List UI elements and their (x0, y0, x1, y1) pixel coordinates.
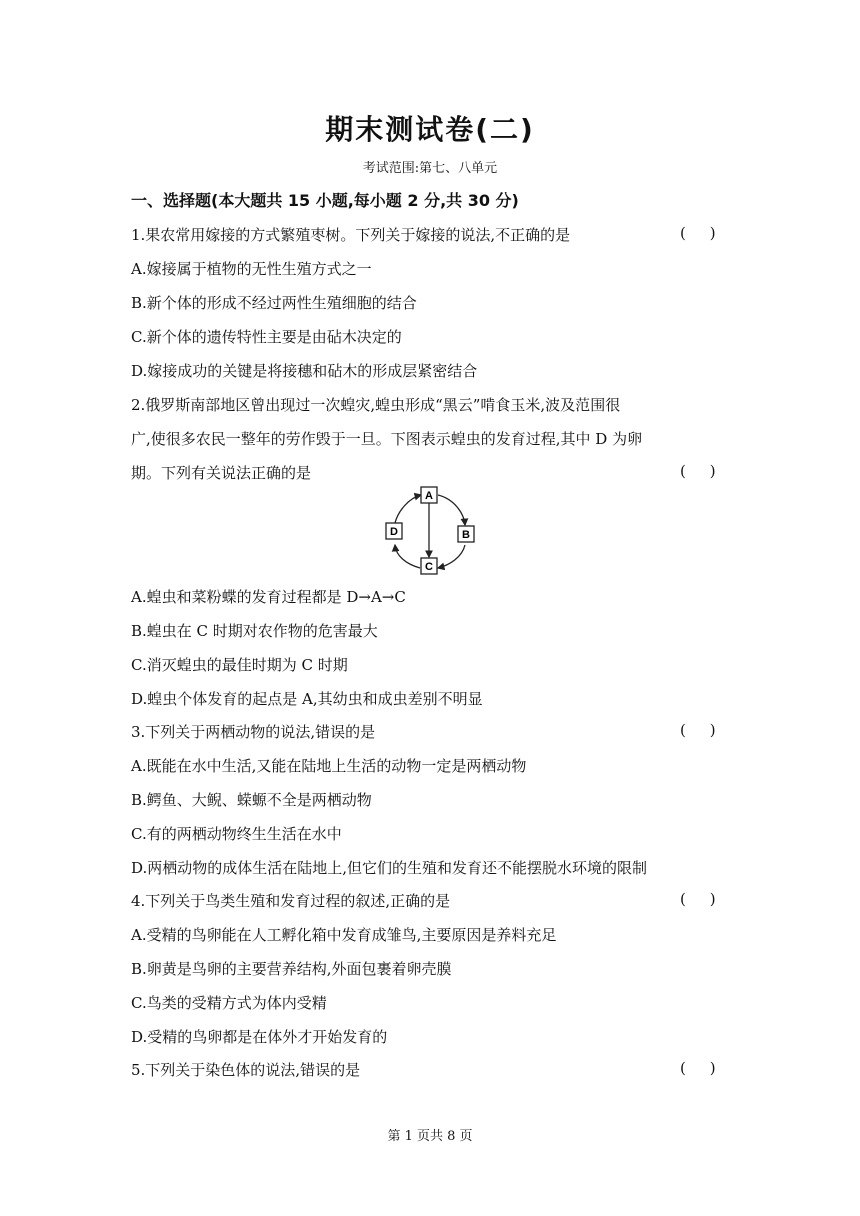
question-1-option-a: A.嫁接属于植物的无性生殖方式之一 (131, 260, 372, 278)
question-3-option-b: B.鳄鱼、大鲵、蝾螈不全是两栖动物 (131, 791, 372, 809)
arrow-a-to-b (438, 495, 465, 525)
question-3-option-a: A.既能在水中生活,又能在陆地上生活的动物一定是两栖动物 (131, 757, 527, 775)
exam-scope: 考试范围:第七、八单元 (362, 161, 498, 176)
question-2-option-b: B.蝗虫在 C 时期对农作物的危害最大 (131, 622, 378, 640)
node-c (421, 558, 437, 574)
question-1-option-c: C.新个体的遗传特性主要是由砧木决定的 (131, 328, 402, 346)
node-d (386, 523, 402, 539)
node-b-label: B (462, 529, 470, 541)
arrow-d-to-a (395, 495, 421, 523)
question-3-stem: 3.下列关于两栖动物的说法,错误的是 (131, 723, 376, 741)
question-4-stem: 4.下列关于鸟类生殖和发育过程的叙述,正确的是 (131, 892, 451, 910)
question-2-stem-line-3: 期。下列有关说法正确的是 (131, 464, 312, 482)
locust-development-diagram (376, 485, 486, 577)
node-a (421, 487, 437, 503)
arrow-b-to-c (438, 545, 465, 568)
question-5-stem: 5.下列关于染色体的说法,错误的是 (131, 1061, 361, 1079)
page-title: 期末测试卷(二) (325, 113, 535, 146)
question-4-option-b: B.卵黄是鸟卵的主要营养结构,外面包裹着卵壳膜 (131, 960, 452, 978)
question-3-answer-paren: ( ) (680, 721, 716, 739)
node-d-label: D (390, 526, 398, 538)
question-2-option-a: A.蝗虫和菜粉蝶的发育过程都是 D→A→C (131, 588, 406, 606)
question-2-answer-paren: ( ) (680, 462, 716, 480)
question-4-answer-paren: ( ) (680, 890, 716, 908)
question-3-option-d: D.两栖动物的成体生活在陆地上,但它们的生殖和发育还不能摆脱水环境的限制 (131, 859, 648, 877)
question-1-option-d: D.嫁接成功的关键是将接穗和砧木的形成层紧密结合 (131, 362, 478, 380)
node-c-label: C (425, 561, 433, 573)
question-1-stem: 1.果农常用嫁接的方式繁殖枣树。下列关于嫁接的说法,不正确的是 (131, 226, 571, 244)
arrow-c-to-d (395, 545, 420, 568)
question-4-option-c: C.鸟类的受精方式为体内受精 (131, 994, 327, 1012)
question-2-stem-line-2: 广,使很多农民一整年的劳作毁于一旦。下图表示蝗虫的发育过程,其中 D 为卵 (131, 430, 643, 448)
node-b (458, 526, 474, 542)
question-4-option-d: D.受精的鸟卵都是在体外才开始发育的 (131, 1028, 388, 1046)
question-2-option-d: D.蝗虫个体发育的起点是 A,其幼虫和成虫差别不明显 (131, 690, 483, 708)
node-a-label: A (425, 490, 433, 502)
section-heading: 一、选择题(本大题共 15 小题,每小题 2 分,共 30 分) (131, 191, 519, 210)
question-1-answer-paren: ( ) (680, 224, 716, 242)
question-1-option-b: B.新个体的形成不经过两性生殖细胞的结合 (131, 294, 417, 312)
question-4-option-a: A.受精的鸟卵能在人工孵化箱中发育成雏鸟,主要原因是养料充足 (131, 926, 557, 944)
question-2-stem-line-1: 2.俄罗斯南部地区曾出现过一次蝗灾,蝗虫形成“黑云”啃食玉米,波及范围很 (131, 396, 621, 414)
question-2-option-c: C.消灭蝗虫的最佳时期为 C 时期 (131, 656, 348, 674)
page-footer: 第 1 页共 8 页 (387, 1129, 473, 1144)
question-5-answer-paren: ( ) (680, 1059, 716, 1077)
question-3-option-c: C.有的两栖动物终生生活在水中 (131, 825, 342, 843)
